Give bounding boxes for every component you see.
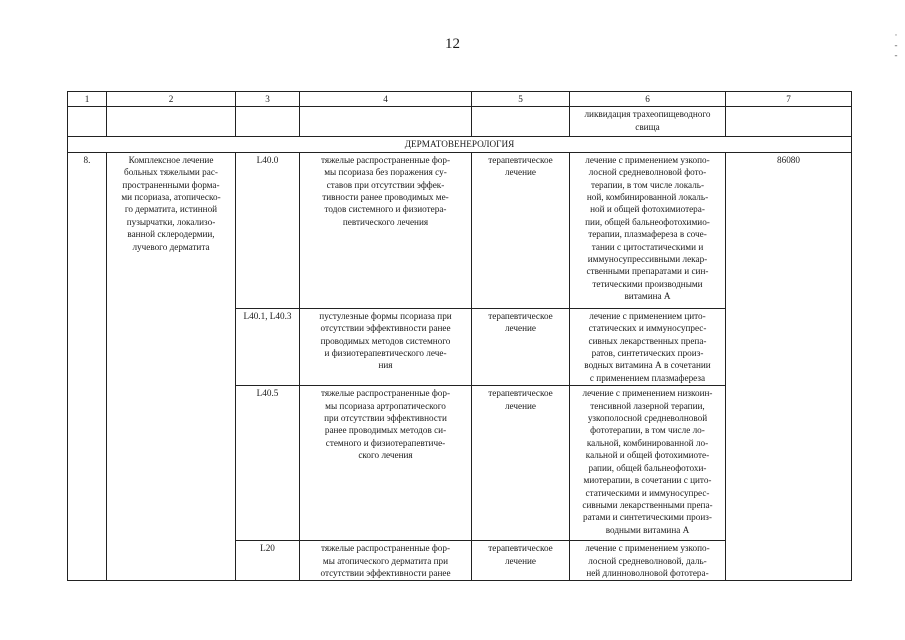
column-number: 1 bbox=[68, 92, 107, 107]
column-number: 7 bbox=[726, 92, 852, 107]
treatment-type: терапевтическое лечение bbox=[472, 386, 570, 541]
treatment-type: терапевтическое лечение bbox=[472, 152, 570, 308]
column-number: 2 bbox=[107, 92, 236, 107]
margin-scan-mark: · - - bbox=[894, 30, 898, 60]
column-number-row bbox=[68, 92, 852, 107]
treatment-type: терапевтическое лечение bbox=[472, 541, 570, 581]
column-number: 6 bbox=[570, 92, 726, 107]
patient-model: пустулезные формы псориаза при отсутствии эффективности ранее проводимых методов системного и физиотерапевтического лече- ния bbox=[300, 308, 472, 385]
patient-model: тяжелые распространенные фор- мы атопического дерматита при отсутствии эффективности ранее bbox=[300, 541, 472, 581]
treatment-method-cell: ликвидация трахеопищеводного свища bbox=[570, 107, 726, 137]
section-title: ДЕРМАТОВЕНЕРОЛОГИЯ bbox=[68, 137, 852, 152]
standard-cost: 86080 bbox=[726, 152, 852, 581]
empty-cell bbox=[726, 107, 852, 137]
treatment-method: лечение с применением низкоин- тенсивной лазерной терапии, узкополосной средневолновой фототерапии, в том числе ло- кальной, комбинированной ло- кальной и общей фотохимиоте- рапии, общей бальнеофотохи- миотерапии, в сочетании с цито- статическими и иммуносупрес- сивными лекарственными препа- ратами и синтетическими произ- водными витамина А bbox=[570, 386, 726, 541]
patient-model: тяжелые распространенные фор- мы псориаза без поражения су- ставов при отсутствии эффек- тивности ранее проводимых ме- тодов системного и физиотера- певтического лечения bbox=[300, 152, 472, 308]
empty-cell bbox=[236, 107, 300, 137]
diagnosis-code: L40.1, L40.3 bbox=[236, 308, 300, 385]
care-type-name: Комплексное лечение больных тяжелыми рас- пространенными форма- ми псориаза, атопическо- го дерматита, истинной пузырчатки, локализо- ванной склеродермии, лучевого дерматита bbox=[107, 152, 236, 581]
treatment-type: терапевтическое лечение bbox=[472, 308, 570, 385]
empty-cell bbox=[68, 107, 107, 137]
column-number: 5 bbox=[472, 92, 570, 107]
medical-care-table bbox=[67, 91, 852, 581]
page-number: 12 bbox=[445, 36, 460, 52]
diagnosis-code: L40.5 bbox=[236, 386, 300, 541]
table-row bbox=[68, 152, 852, 308]
treatment-method: лечение с применением узкопо- лосной средневолновой, даль- ней длинноволновой фототера- bbox=[570, 541, 726, 581]
patient-model: тяжелые распространенные фор- мы псориаза артропатического при отсутствии эффективности ранее проводимых методов си- стемного и физиотерапевтиче- ского лечения bbox=[300, 386, 472, 541]
column-number: 4 bbox=[300, 92, 472, 107]
section-row bbox=[68, 137, 852, 152]
treatment-method: лечение с применением цито- статических и иммуносупрес- сивных лекарственных препа- ратов, синтетических произ- водных витамина А в сочетании с применением плазмафереза bbox=[570, 308, 726, 385]
treatment-method: лечение с применением узкопо- лосной средневолновой фото- терапии, в том числе локаль- ной, комбинированной локаль- ной и общей фотохимиотера- пии, общей бальнеофотохимио- терапии, плазмафереза в соче- тании с цитостатическими и иммуносупрессивными лекар- ственными препаратами и син- тетическими производными витамина А bbox=[570, 152, 726, 308]
continuation-row bbox=[68, 107, 852, 137]
empty-cell bbox=[472, 107, 570, 137]
diagnosis-code: L40.0 bbox=[236, 152, 300, 308]
entry-number: 8. bbox=[68, 152, 107, 581]
empty-cell bbox=[107, 107, 236, 137]
column-number: 3 bbox=[236, 92, 300, 107]
empty-cell bbox=[300, 107, 472, 137]
diagnosis-code: L20 bbox=[236, 541, 300, 581]
